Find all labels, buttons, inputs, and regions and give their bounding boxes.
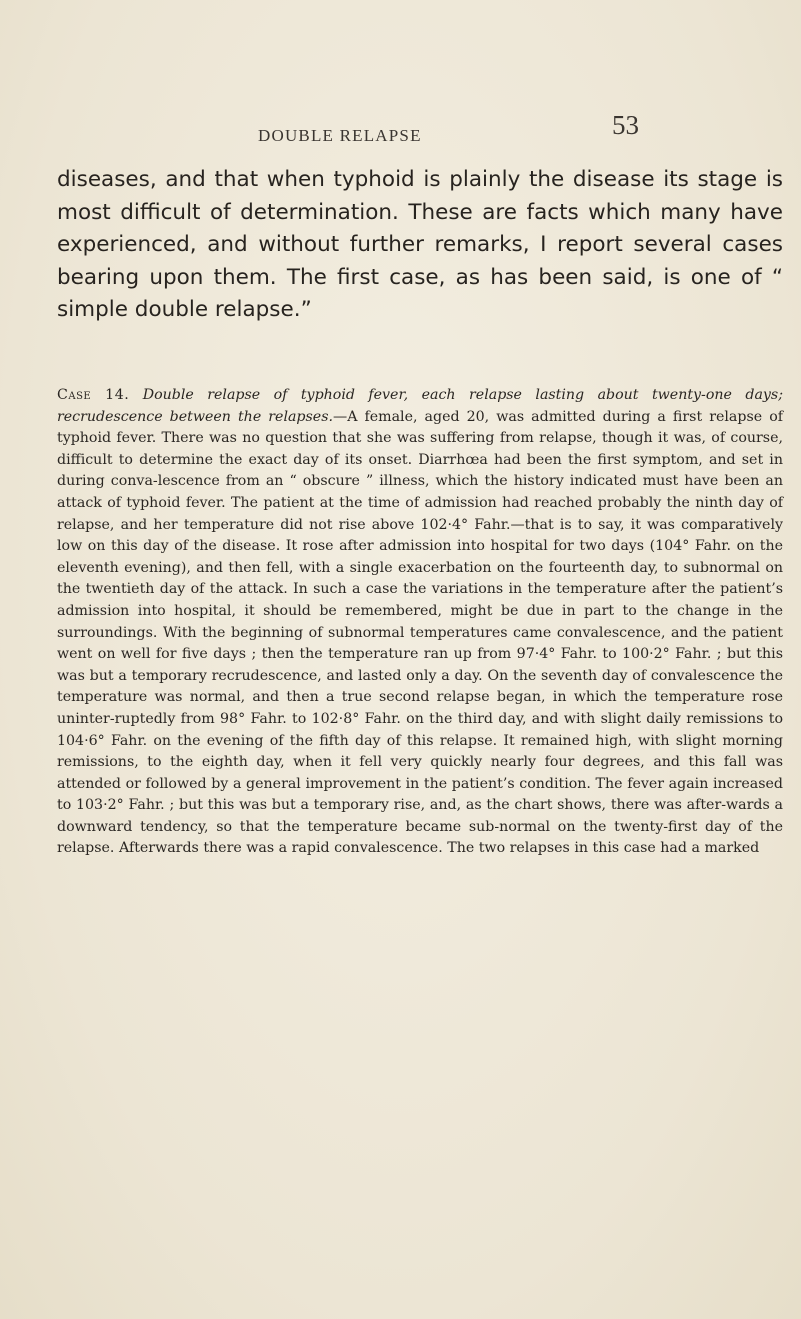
intro-paragraph: diseases, and that when typhoid is plainly the disease its stage is most difficult of determination. These are facts which many have experienced, and without further remarks, I report several cases bearing upon them. The first case, as has been said, is one of “ simple double relapse.” xyxy=(57,167,783,323)
case-body: —A female, aged 20, was admitted during a first relapse of typhoid fever. There was no question that she was suffering from relapse, though it was, of course, difficult to determine the exact day of its onset. Diarrhœa had been the first symptom, and set in during conva-lescence from an “ obscure ” illness, which the history indicated must have been an attack of typhoid fever. The patient at the time of admission had reached probably the ninth day of relapse, and her temperature did not rise above 102·4° Fahr.—that is to say, it was comparatively low on this day of the disease. It rose after admission into hospital for two days (104° Fahr. on the eleventh evening), and then fell, with a single exacerbation on the fourteenth day, to subnormal on the twentieth day of the attack. In such a case the variations in the temperature after the patient’s admission into hospital, it should be remembered, might be due in part to the change in the surroundings. With the beginning of subnormal temperatures came convalescence, and the patient went on well for five days ; then the temperature ran up from 97·4° Fahr. to 100·2° Fahr. ; but this was but a temporary recrudescence, and lasted only a day. On the seventh day of convalescence the temperature was normal, and then a true second relapse began, in which the temperature rose uninter-ruptedly from 98° Fahr. to 102·8° Fahr. on the third day, and with slight daily remissions to 104·6° Fahr. on the evening of the fifth day of this relapse. It remained high, with slight morning remissions, to the eighth day, when it fell very quickly nearly four degrees, and this fall was attended or followed by a general improvement in the patient’s condition. The fever again increased to 103·2° Fahr. ; but this was but a temporary rise, and, as the chart shows, there was after-wards a downward tendency, so that the temperature became sub-normal on the twenty-first day of the relapse. Afterwards there was a rapid convalescence. The two relapses in this case had a marked xyxy=(57,408,783,857)
case-title: Double relapse of typhoid fever, each relapse lasting about twenty-one days; recrudescence between the relapses. xyxy=(57,387,783,425)
case-report xyxy=(57,385,783,860)
case-label: Case 14. xyxy=(57,387,130,403)
running-head: DOUBLE RELAPSE xyxy=(258,126,422,145)
page-number: 53 xyxy=(612,110,639,140)
